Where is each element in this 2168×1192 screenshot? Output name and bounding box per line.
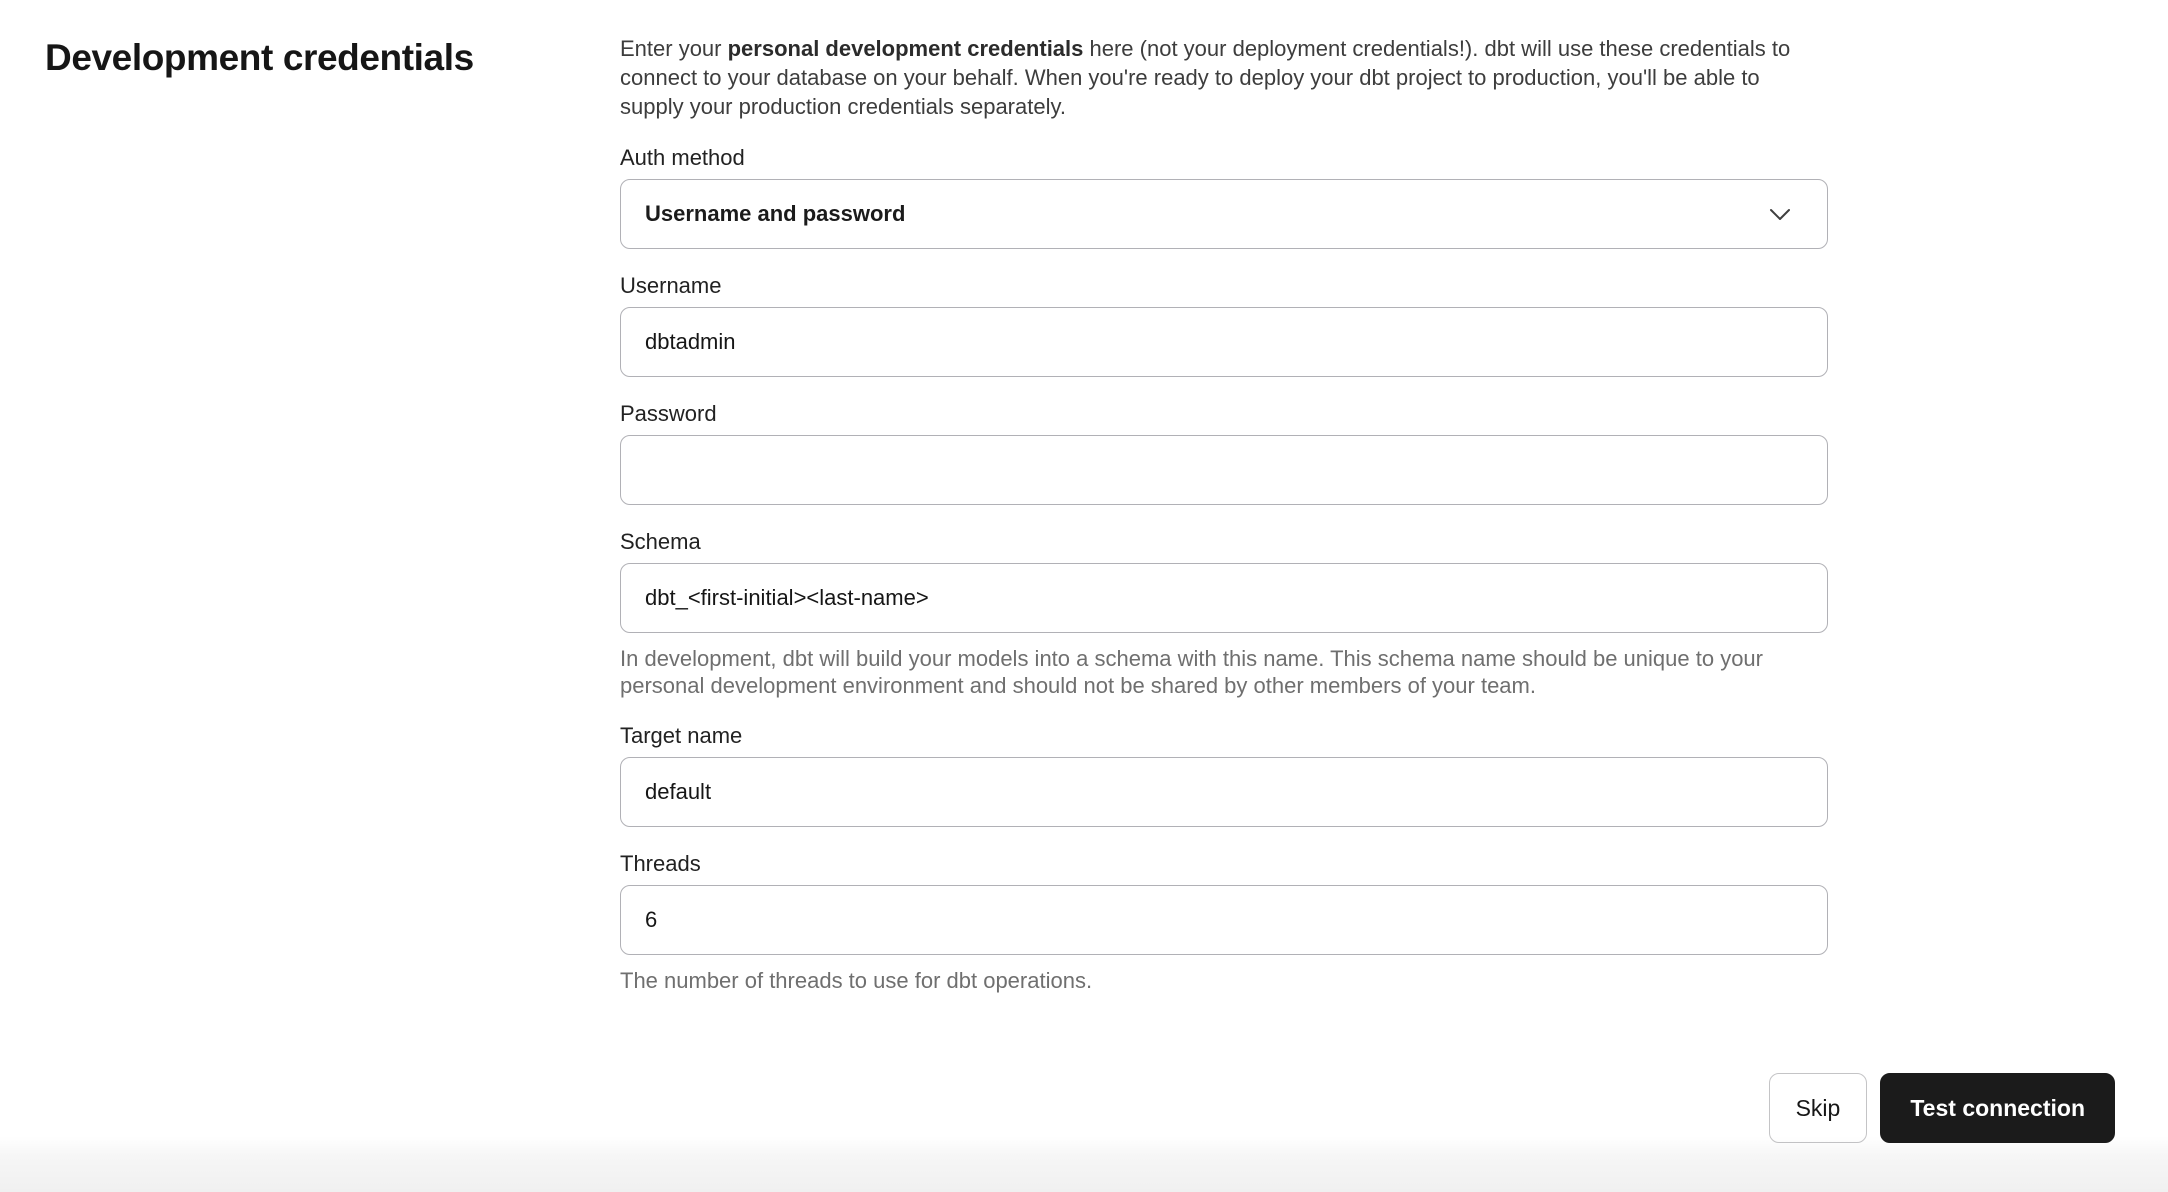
chevron-down-icon [1769,208,1791,221]
intro-prefix: Enter your [620,36,728,61]
threads-label: Threads [620,851,701,876]
test-connection-button[interactable]: Test connection [1880,1073,2115,1143]
schema-field [620,529,1828,699]
threads-help-text: The number of threads to use for dbt operations. [620,968,1093,993]
password-input[interactable] [620,435,1828,505]
credentials-form [620,0,1828,1018]
skip-button[interactable]: Skip [1769,1073,1868,1143]
schema-input[interactable] [620,563,1828,633]
page-title: Development credentials [45,37,474,78]
schema-help-text: In development, dbt will build your models into a schema with this name. This schema name should be unique to your personal development environment and should not be shared by other members of your team. [620,646,1763,698]
footer-actions [1769,1073,2115,1143]
target-name-field [620,723,1828,827]
username-input[interactable] [620,307,1828,377]
auth-method-select[interactable] [620,179,1828,249]
target-name-label: Target name [620,723,743,748]
username-label: Username [620,273,722,298]
intro-bold: personal development credentials [727,36,1084,61]
password-label: Password [620,401,717,426]
intro-text [620,34,1828,121]
password-field [620,401,1828,505]
auth-method-label: Auth method [620,145,745,170]
threads-field [620,851,1828,994]
threads-input[interactable] [620,885,1828,955]
section-heading-column [0,0,620,80]
target-name-input[interactable] [620,757,1828,827]
bottom-gradient [0,1136,2168,1192]
username-field [620,273,1828,377]
intro-suffix: here (not your deployment credentials!). dbt will use these credentials to connect to your database on your behalf. When you're ready to deploy your dbt project to production, you'll be able to supply your production credentials separately. [620,36,1791,119]
auth-method-selected-value: Username and password [645,201,906,226]
auth-method-field [620,145,1828,249]
schema-label: Schema [620,529,701,554]
